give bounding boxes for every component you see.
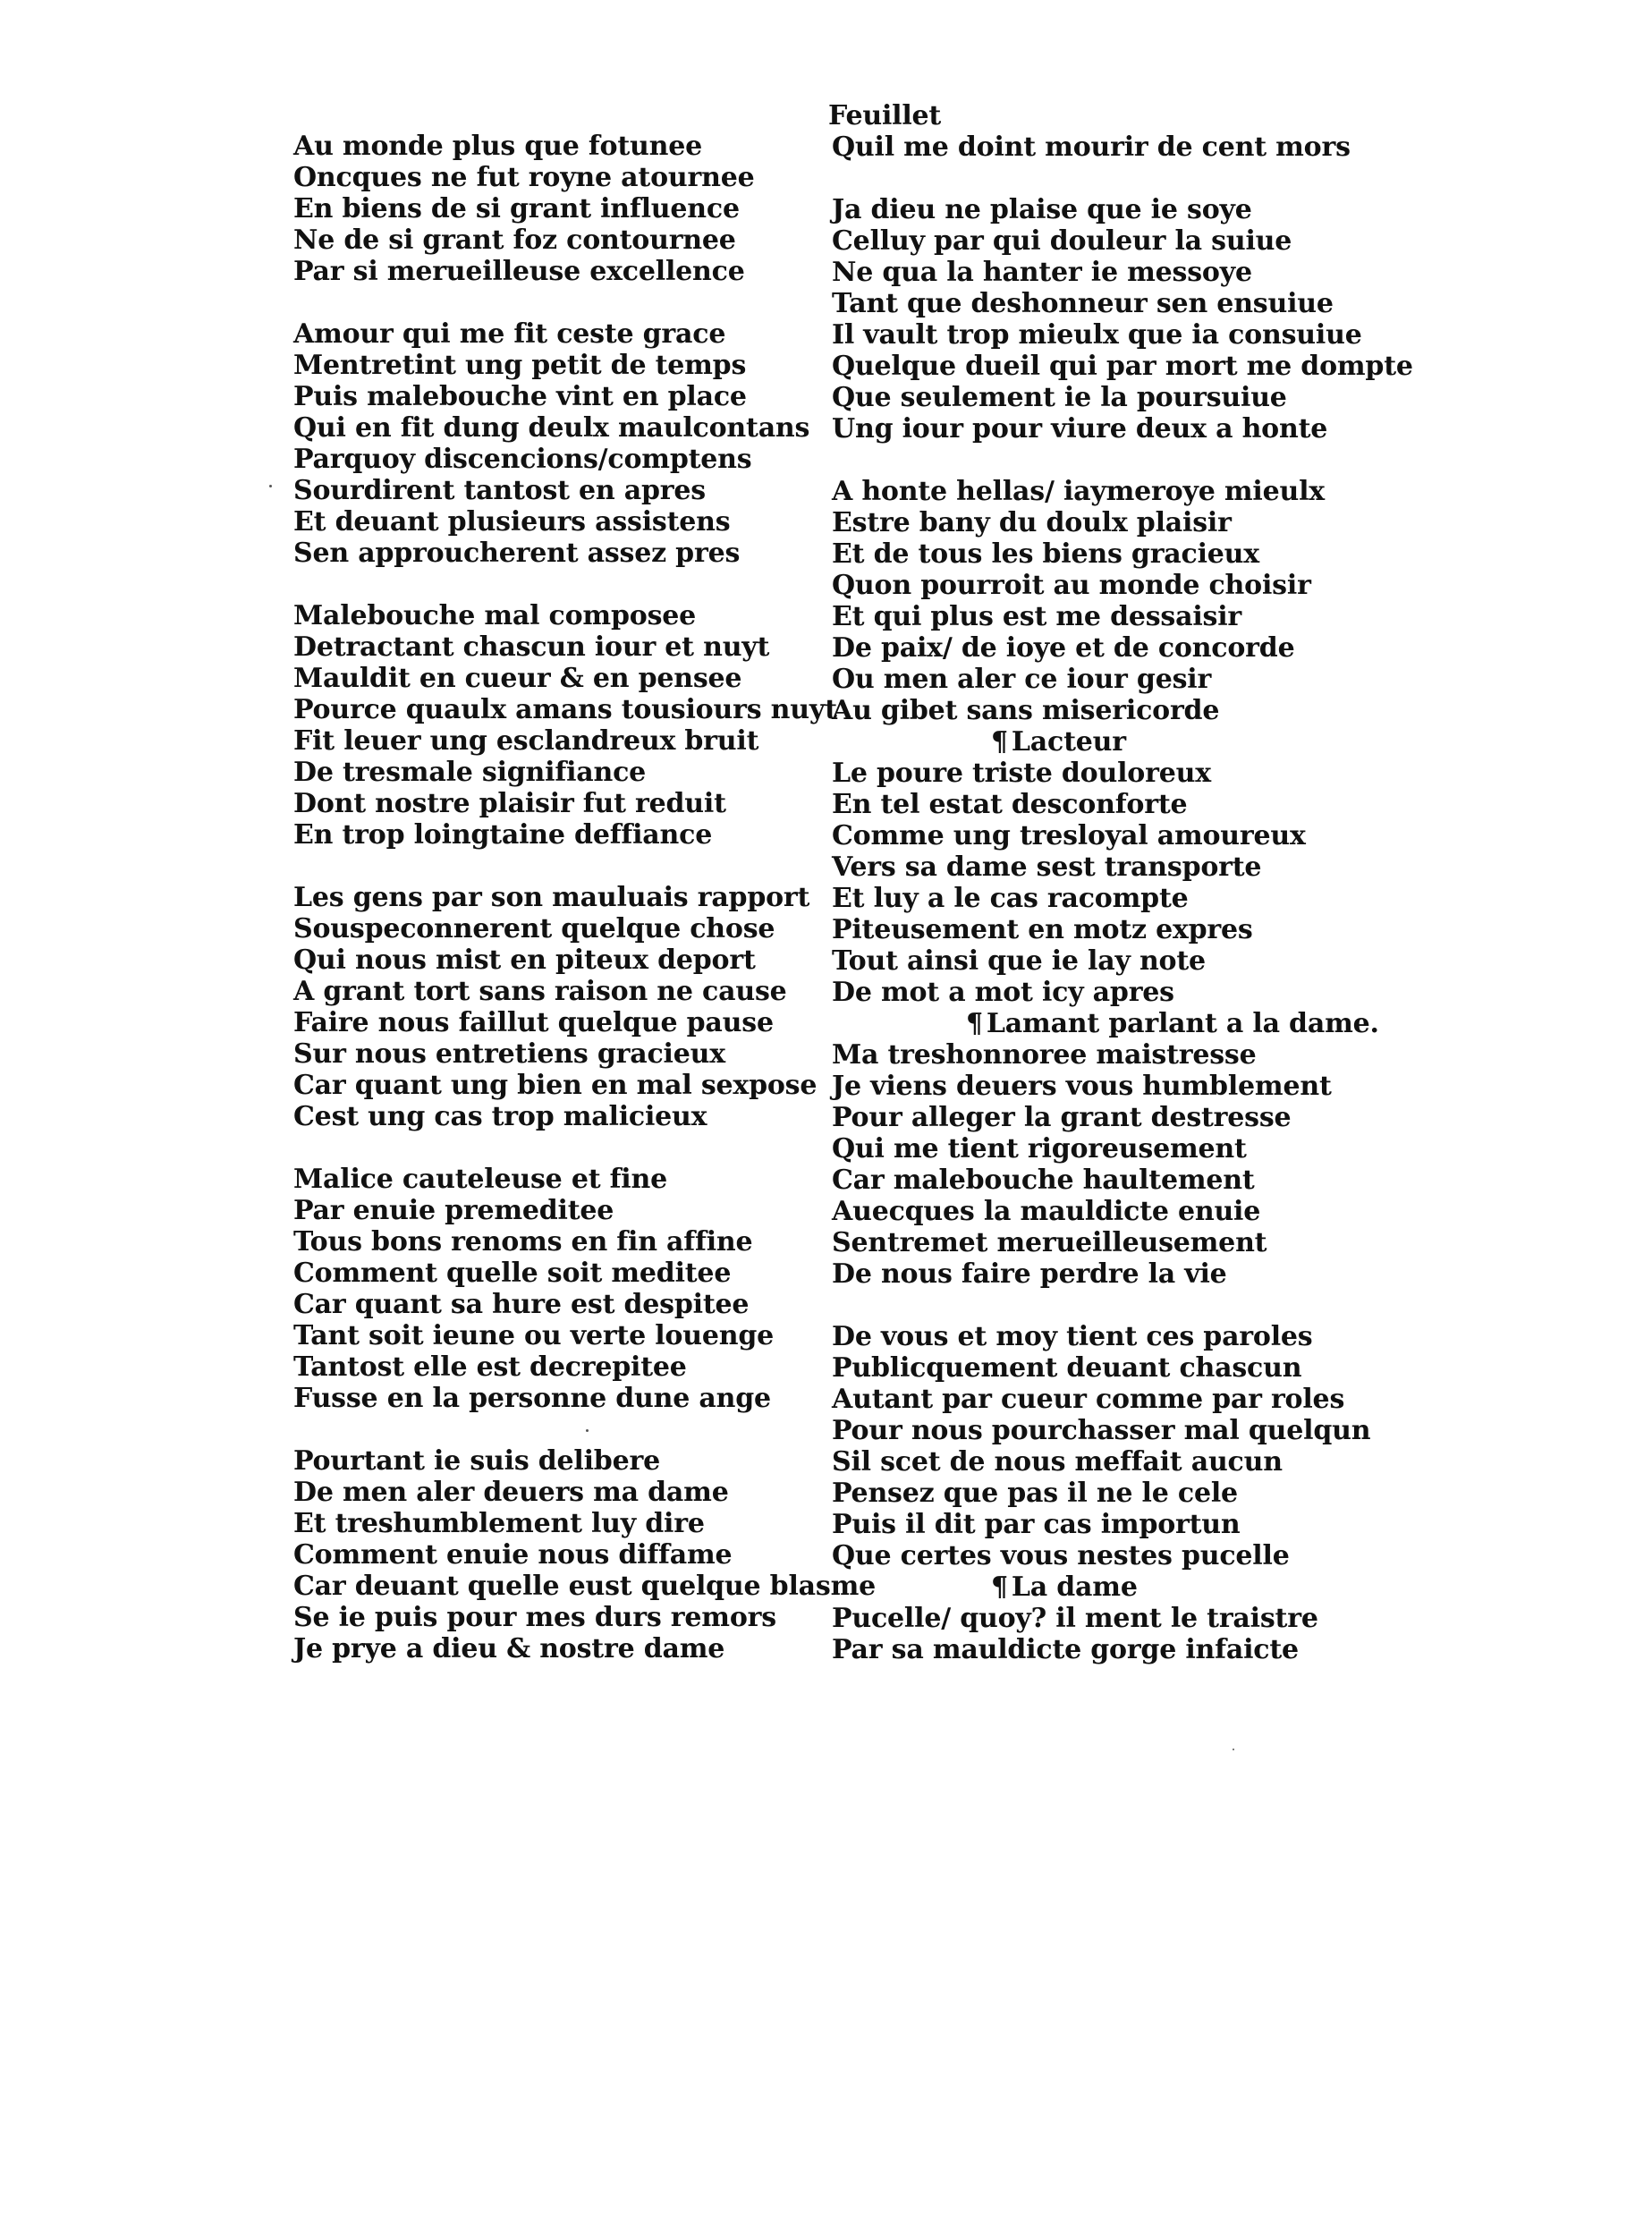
left-column [293, 131, 877, 1664]
right-column [828, 100, 1413, 1665]
stanza-3 [293, 600, 837, 851]
verse-line: Se ie puis pour mes durs remors [293, 1602, 776, 1633]
verse-line: Tant que deshonneur sen ensuiue [832, 288, 1334, 319]
verse-line: Parquoy discencions/comptens [293, 444, 752, 475]
verse-line: Estre bany du doulx plaisir [832, 507, 1232, 538]
ink-speck [586, 1429, 589, 1432]
verse-line: Ma treshonnoree maistresse [832, 1039, 1257, 1071]
stanza-gap [832, 1290, 1386, 1321]
verse-line: Ja dieu ne plaise que ie soye [832, 194, 1252, 225]
stanza-gap [832, 445, 1386, 476]
verse-line: Auecques la mauldicte enuie [832, 1196, 1261, 1227]
verse-line: Quil me doint mourir de cent mors [832, 131, 1351, 163]
verse-line: A honte hellas/ iaymeroye mieulx [832, 476, 1325, 507]
verse-line: Sil scet de nous meffait aucun [832, 1446, 1283, 1478]
verse-line: Que certes vous nestes pucelle [832, 1540, 1290, 1571]
verse-line: De vous et moy tient ces paroles [832, 1321, 1313, 1352]
verse-line: Car malebouche haultement [832, 1165, 1255, 1196]
verse-line: Dont nostre plaisir fut reduit [293, 788, 726, 819]
verse-line: Je prye a dieu & nostre dame [293, 1633, 725, 1664]
verse-line: Le poure triste douloreux [832, 758, 1211, 789]
stanza-r4 [832, 758, 1386, 1008]
verse-line: De tresmale signifiance [293, 757, 647, 788]
verse-line: Ne qua la hanter ie messoye [832, 257, 1252, 288]
verse-line: Cest ung cas trop malicieux [293, 1101, 707, 1132]
rubric-label: Lacteur [1011, 726, 1126, 758]
stanza-r3 [832, 476, 1386, 726]
verse-line: Puis il dit par cas importun [832, 1509, 1241, 1540]
verse-line: Pourtant ie suis delibere [293, 1445, 660, 1477]
pilcrow-icon: ¶ [991, 1571, 1008, 1603]
verse-line: De mot a mot icy apres [832, 977, 1174, 1008]
verse-line: Sourdirent tantost en apres [293, 475, 706, 506]
verse-line: Amour qui me fit ceste grace [293, 318, 726, 350]
verse-line: Tant soit ieune ou verte louenge [293, 1320, 774, 1351]
verse-line: Tout ainsi que ie lay note [832, 945, 1206, 977]
verse-line: Fusse en la personne dune ange [293, 1383, 771, 1414]
verse-line: Au monde plus que fotunee [293, 131, 703, 162]
verse-line: Malice cauteleuse et fine [293, 1164, 668, 1195]
rubric-ladame [832, 1571, 1386, 1603]
verse-line: En tel estat desconforte [832, 789, 1188, 820]
verse-line: Pensez que pas il ne le cele [832, 1478, 1238, 1509]
stanza-6 [293, 1445, 877, 1664]
verse-line: Ne de si grant foz contournee [293, 224, 736, 256]
verse-line: De paix/ de ioye et de concorde [832, 632, 1295, 664]
verse-line: Car quant sa hure est despitee [293, 1289, 750, 1320]
verse-line: De men aler deuers ma dame [293, 1477, 729, 1508]
verse-line: Qui me tient rigoreusement [832, 1133, 1247, 1165]
verse-line: Detractant chascun iour et nuyt [293, 631, 770, 663]
stanza-1 [293, 131, 830, 287]
stanza-r7 [832, 1603, 1386, 1665]
stanza-r2 [832, 194, 1413, 445]
verse-line: Pour alleger la grant destresse [832, 1102, 1292, 1133]
verse-line: Mentretint ung petit de temps [293, 350, 747, 381]
verse-line: Par sa mauldicte gorge infaicte [832, 1634, 1299, 1665]
verse-line: Celluy par qui douleur la suiue [832, 225, 1292, 257]
verse-line: Malebouche mal composee [293, 600, 697, 631]
verse-line: Fit leuer ung esclandreux bruit [293, 725, 759, 757]
verse-line: Et qui plus est me dessaisir [832, 601, 1242, 632]
rubric-lamant [832, 1008, 1386, 1039]
verse-line: Pour nous pourchasser mal quelqun [832, 1415, 1371, 1446]
verse-line: De nous faire perdre la vie [832, 1258, 1227, 1290]
verse-line: Souspeconnerent quelque chose [293, 913, 775, 944]
rubric-label: Lamant parlant a la dame. [986, 1008, 1379, 1039]
verse-line: Autant par cueur comme par roles [832, 1384, 1345, 1415]
verse-line: Sur nous entretiens gracieux [293, 1038, 725, 1070]
stanza-2 [293, 318, 830, 569]
verse-line: Les gens par son mauluais rapport [293, 882, 810, 913]
verse-line: Oncques ne fut royne atournee [293, 162, 755, 193]
verse-line: En trop loingtaine deffiance [293, 819, 713, 851]
verse-line: Sentremet merueilleusement [832, 1227, 1267, 1258]
verse-line: Il vault trop mieulx que ia consuiue [832, 319, 1362, 351]
verse-line: Publicquement deuant chascun [832, 1352, 1302, 1384]
verse-line: Mauldit en cueur & en pensee [293, 663, 742, 694]
verse-line: Et treshumblement luy dire [293, 1508, 705, 1539]
stanza-gap [293, 1132, 830, 1164]
verse-line: Qui nous mist en piteux deport [293, 944, 756, 976]
verse-line: Sen approucherent assez pres [293, 538, 741, 569]
verse-line: Je viens deuers vous humblement [832, 1071, 1332, 1102]
verse-line: Tantost elle est decrepitee [293, 1351, 687, 1383]
stanza-gap [293, 569, 830, 600]
stanza-gap [293, 287, 830, 318]
verse-line: A grant tort sans raison ne cause [293, 976, 787, 1007]
running-head: Feuillet [828, 100, 942, 131]
verse-line: Quon pourroit au monde choisir [832, 570, 1311, 601]
stanza-r5 [832, 1039, 1386, 1290]
pilcrow-icon: ¶ [991, 726, 1008, 758]
stanza-gap [832, 163, 1386, 194]
verse-line: Car quant ung bien en mal sexpose [293, 1070, 818, 1101]
stanza-r6 [832, 1321, 1386, 1571]
verse-line: Pource quaulx amans tousiours nuyt [293, 694, 837, 725]
verse-line: Piteusement en motz expres [832, 914, 1253, 945]
verse-line: Vers sa dame sest transporte [832, 851, 1262, 883]
pilcrow-icon: ¶ [966, 1008, 983, 1039]
verse-line: Et luy a le cas racompte [832, 883, 1189, 914]
verse-line: Que seulement ie la poursuiue [832, 382, 1287, 413]
verse-line: Quelque dueil qui par mort me dompte [832, 351, 1413, 382]
verse-line: Pucelle/ quoy? il ment le traistre [832, 1603, 1318, 1634]
verse-line: Et deuant plusieurs assistens [293, 506, 731, 538]
verse-line: Ou men aler ce iour gesir [832, 664, 1212, 695]
verse-line: En biens de si grant influence [293, 193, 740, 224]
stanza-gap [293, 1414, 830, 1445]
verse-line: Par enuie premeditee [293, 1195, 614, 1226]
verse-line: Puis malebouche vint en place [293, 381, 747, 412]
verse-line: Ung iour pour viure deux a honte [832, 413, 1328, 445]
verse-line: Et de tous les biens gracieux [832, 538, 1259, 570]
rubric-label: La dame [1011, 1571, 1138, 1603]
stanza-5 [293, 1164, 830, 1414]
verse-line: Qui en fit dung deulx maulcontans [293, 412, 810, 444]
verse-line: Par si merueilleuse excellence [293, 256, 745, 287]
verse-line: Car deuant quelle eust quelque blasme [293, 1571, 877, 1602]
verse-line: Faire nous faillut quelque pause [293, 1007, 774, 1038]
rubric-lacteur [832, 726, 1386, 758]
verse-line: Tous bons renoms en fin affine [293, 1226, 753, 1258]
verse-line: Comme ung tresloyal amoureux [832, 820, 1306, 851]
stanza-4 [293, 882, 830, 1132]
ink-speck [269, 485, 272, 487]
verse-line: Au gibet sans misericorde [832, 695, 1220, 726]
verse-line: Comment enuie nous diffame [293, 1539, 733, 1571]
verse-line: Comment quelle soit meditee [293, 1258, 732, 1289]
ink-speck [1233, 1749, 1234, 1750]
stanza-gap [293, 851, 830, 882]
